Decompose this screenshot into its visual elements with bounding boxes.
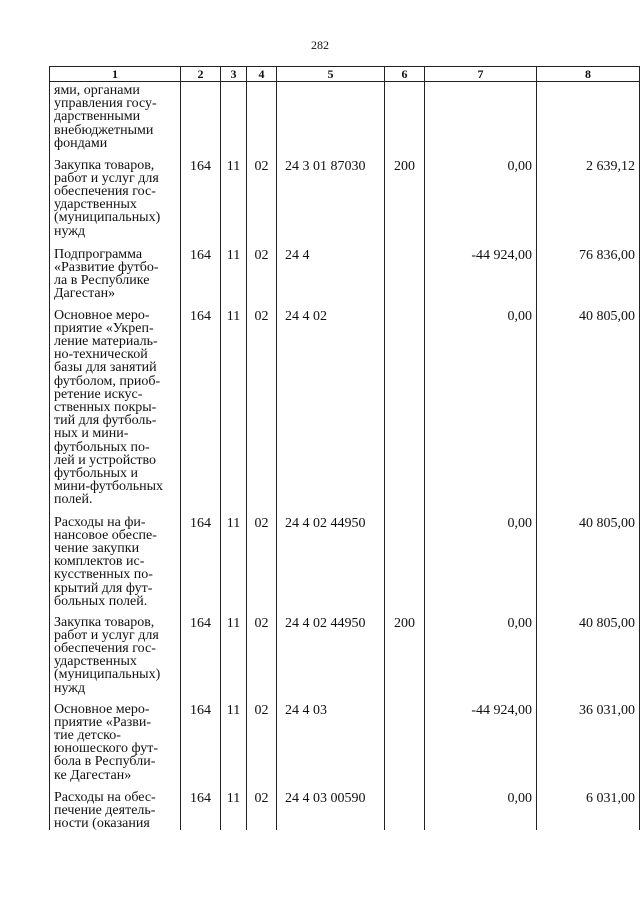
header-col-7: 7 xyxy=(425,67,537,82)
row-col-7 xyxy=(425,82,537,157)
table-row xyxy=(50,157,640,246)
row-col-3 xyxy=(221,82,247,157)
row-name: ями, органами управления госу- дарственными внебюджетными фондами xyxy=(50,82,181,157)
row-col-3: 11 xyxy=(221,514,247,614)
header-col-5: 5 xyxy=(277,67,385,82)
row-col-4: 02 xyxy=(247,514,277,614)
row-name: Основное меро- приятие «Разви- тие детско- юношеского фут- бола в Республи- ке Дагестан» xyxy=(50,701,181,789)
row-col-2: 164 xyxy=(181,514,221,614)
header-col-2: 2 xyxy=(181,67,221,82)
header-row xyxy=(50,67,640,82)
row-col-8: 36 031,00 xyxy=(537,701,640,789)
row-col-7: 0,00 xyxy=(425,514,537,614)
row-col-8: 6 031,00 xyxy=(537,789,640,831)
row-col-3: 11 xyxy=(221,157,247,246)
row-col-4: 02 xyxy=(247,157,277,246)
row-col-6 xyxy=(385,246,425,307)
row-col-3: 11 xyxy=(221,614,247,701)
row-col-6 xyxy=(385,789,425,831)
budget-table xyxy=(49,66,640,830)
header-col-4: 4 xyxy=(247,67,277,82)
row-col-5: 24 3 01 87030 xyxy=(277,157,385,246)
table-row xyxy=(50,701,640,789)
row-col-5: 24 4 03 xyxy=(277,701,385,789)
row-name: Подпрограмма «Развитие футбо- ла в Республике Дагестан» xyxy=(50,246,181,307)
row-col-2: 164 xyxy=(181,614,221,701)
header-col-1: 1 xyxy=(50,67,181,82)
row-col-5 xyxy=(277,82,385,157)
row-col-7: 0,00 xyxy=(425,157,537,246)
row-col-4: 02 xyxy=(247,789,277,831)
row-col-8: 76 836,00 xyxy=(537,246,640,307)
row-col-3: 11 xyxy=(221,789,247,831)
row-col-8: 40 805,00 xyxy=(537,307,640,514)
row-col-2: 164 xyxy=(181,307,221,514)
row-col-6: 200 xyxy=(385,157,425,246)
row-col-5: 24 4 xyxy=(277,246,385,307)
row-col-6: 200 xyxy=(385,614,425,701)
row-name: Закупка товаров, работ и услуг для обеспечения гос- ударственных (муниципальных) нужд xyxy=(50,157,181,246)
row-col-8: 2 639,12 xyxy=(537,157,640,246)
row-col-8: 40 805,00 xyxy=(537,614,640,701)
row-col-8: 40 805,00 xyxy=(537,514,640,614)
table-row xyxy=(50,514,640,614)
row-col-5: 24 4 02 xyxy=(277,307,385,514)
row-col-3: 11 xyxy=(221,701,247,789)
row-col-7: 0,00 xyxy=(425,614,537,701)
row-col-6 xyxy=(385,82,425,157)
row-col-4: 02 xyxy=(247,701,277,789)
row-col-5: 24 4 03 00590 xyxy=(277,789,385,831)
header-col-6: 6 xyxy=(385,67,425,82)
row-col-2: 164 xyxy=(181,701,221,789)
header-col-3: 3 xyxy=(221,67,247,82)
row-col-2: 164 xyxy=(181,157,221,246)
row-col-6 xyxy=(385,307,425,514)
row-name: Расходы на обес- печение деятель- ности (оказания xyxy=(50,789,181,831)
table-row xyxy=(50,82,640,157)
row-name: Расходы на фи- нансовое обеспе- чение закупки комплектов ис- кусственных по- крытий для фут- больных полей. xyxy=(50,514,181,614)
row-col-6 xyxy=(385,514,425,614)
page-number: 282 xyxy=(311,38,329,52)
table-row xyxy=(50,614,640,701)
row-col-2 xyxy=(181,82,221,157)
row-col-4: 02 xyxy=(247,614,277,701)
row-col-7: -44 924,00 xyxy=(425,246,537,307)
row-col-7: 0,00 xyxy=(425,789,537,831)
row-col-5: 24 4 02 44950 xyxy=(277,514,385,614)
row-col-7: 0,00 xyxy=(425,307,537,514)
row-col-7: -44 924,00 xyxy=(425,701,537,789)
row-col-4: 02 xyxy=(247,307,277,514)
row-col-2: 164 xyxy=(181,246,221,307)
row-col-5: 24 4 02 44950 xyxy=(277,614,385,701)
row-name: Основное меро- приятие «Укреп- ление материаль- но-технической базы для занятий футболом, приоб- ретение искус- ственных покры- тий для футболь- ных и мини- футбольных по- лей и устройство футбольных и мини-футбольных полей. xyxy=(50,307,181,514)
header-col-8: 8 xyxy=(537,67,640,82)
table-row xyxy=(50,789,640,831)
row-col-3: 11 xyxy=(221,246,247,307)
row-name: Закупка товаров, работ и услуг для обеспечения гос- ударственных (муниципальных) нужд xyxy=(50,614,181,701)
row-col-3: 11 xyxy=(221,307,247,514)
row-col-4: 02 xyxy=(247,246,277,307)
row-col-2: 164 xyxy=(181,789,221,831)
table-row xyxy=(50,246,640,307)
table-row xyxy=(50,307,640,514)
row-col-4 xyxy=(247,82,277,157)
row-col-6 xyxy=(385,701,425,789)
row-col-8 xyxy=(537,82,640,157)
